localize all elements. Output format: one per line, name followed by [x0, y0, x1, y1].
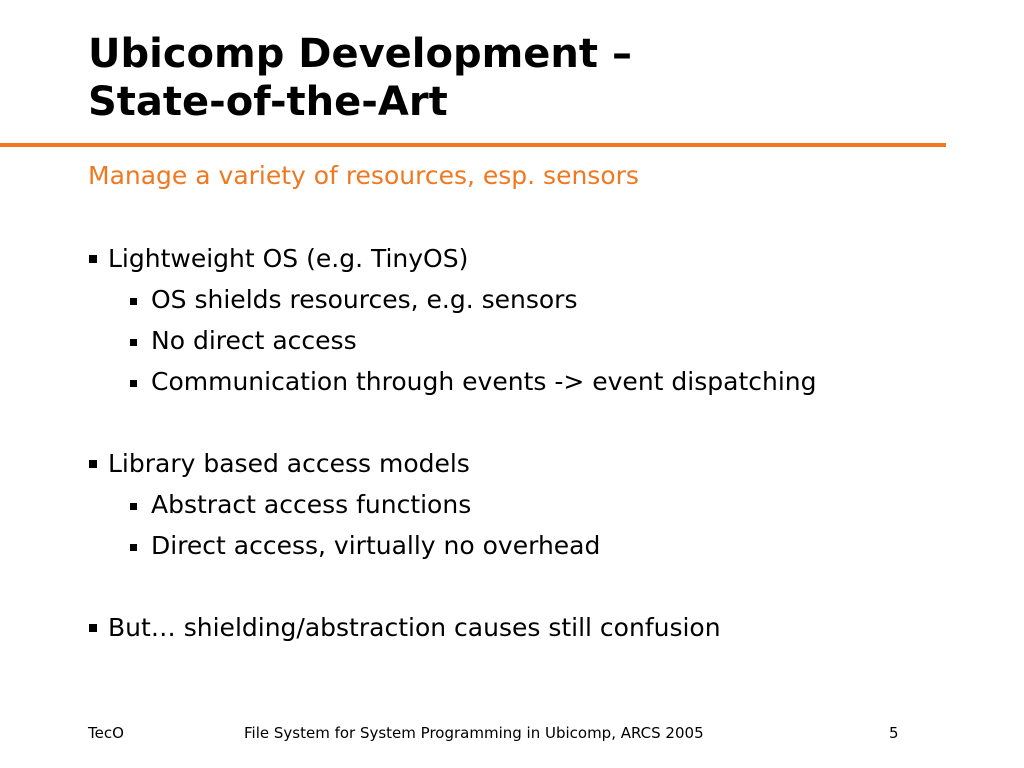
square-bullet-icon: [89, 255, 97, 263]
square-bullet-icon: [130, 339, 137, 346]
sub-bullet-text: Communication through events -> event dispatching: [151, 367, 817, 396]
bullet-item: [108, 447, 470, 481]
bullet-item: [108, 242, 468, 276]
square-bullet-icon: [130, 544, 137, 551]
footer-presentation-title: File System for System Programming in Ubicomp, ARCS 2005: [244, 724, 704, 742]
footer-organization: TecO: [88, 724, 124, 742]
bullet-text: Lightweight OS (e.g. TinyOS): [108, 244, 469, 273]
sub-bullet-item: [151, 283, 578, 317]
sub-bullet-text: Abstract access functions: [151, 490, 472, 519]
square-bullet-icon: [130, 503, 137, 510]
sub-bullet-text: OS shields resources, e.g. sensors: [151, 285, 578, 314]
slide-title-line-1: Ubicomp Development –: [88, 31, 632, 77]
slide-subtitle: Manage a variety of resources, esp. sensors: [88, 161, 639, 190]
bullet-text: But… shielding/abstraction causes still confusion: [108, 613, 721, 642]
sub-bullet-item: [151, 365, 817, 399]
sub-bullet-item: [151, 488, 471, 522]
square-bullet-icon: [130, 298, 137, 305]
sub-bullet-item: [151, 529, 600, 563]
square-bullet-icon: [130, 380, 137, 387]
footer-page-number: 5: [889, 724, 899, 742]
slide-title-line-2: State-of-the-Art: [88, 79, 448, 125]
sub-bullet-item: [151, 324, 357, 358]
sub-bullet-text: Direct access, virtually no overhead: [151, 531, 601, 560]
bullet-text: Library based access models: [108, 449, 470, 478]
sub-bullet-text: No direct access: [151, 326, 357, 355]
bullet-item: [108, 611, 721, 645]
square-bullet-icon: [89, 624, 97, 632]
square-bullet-icon: [89, 460, 97, 468]
